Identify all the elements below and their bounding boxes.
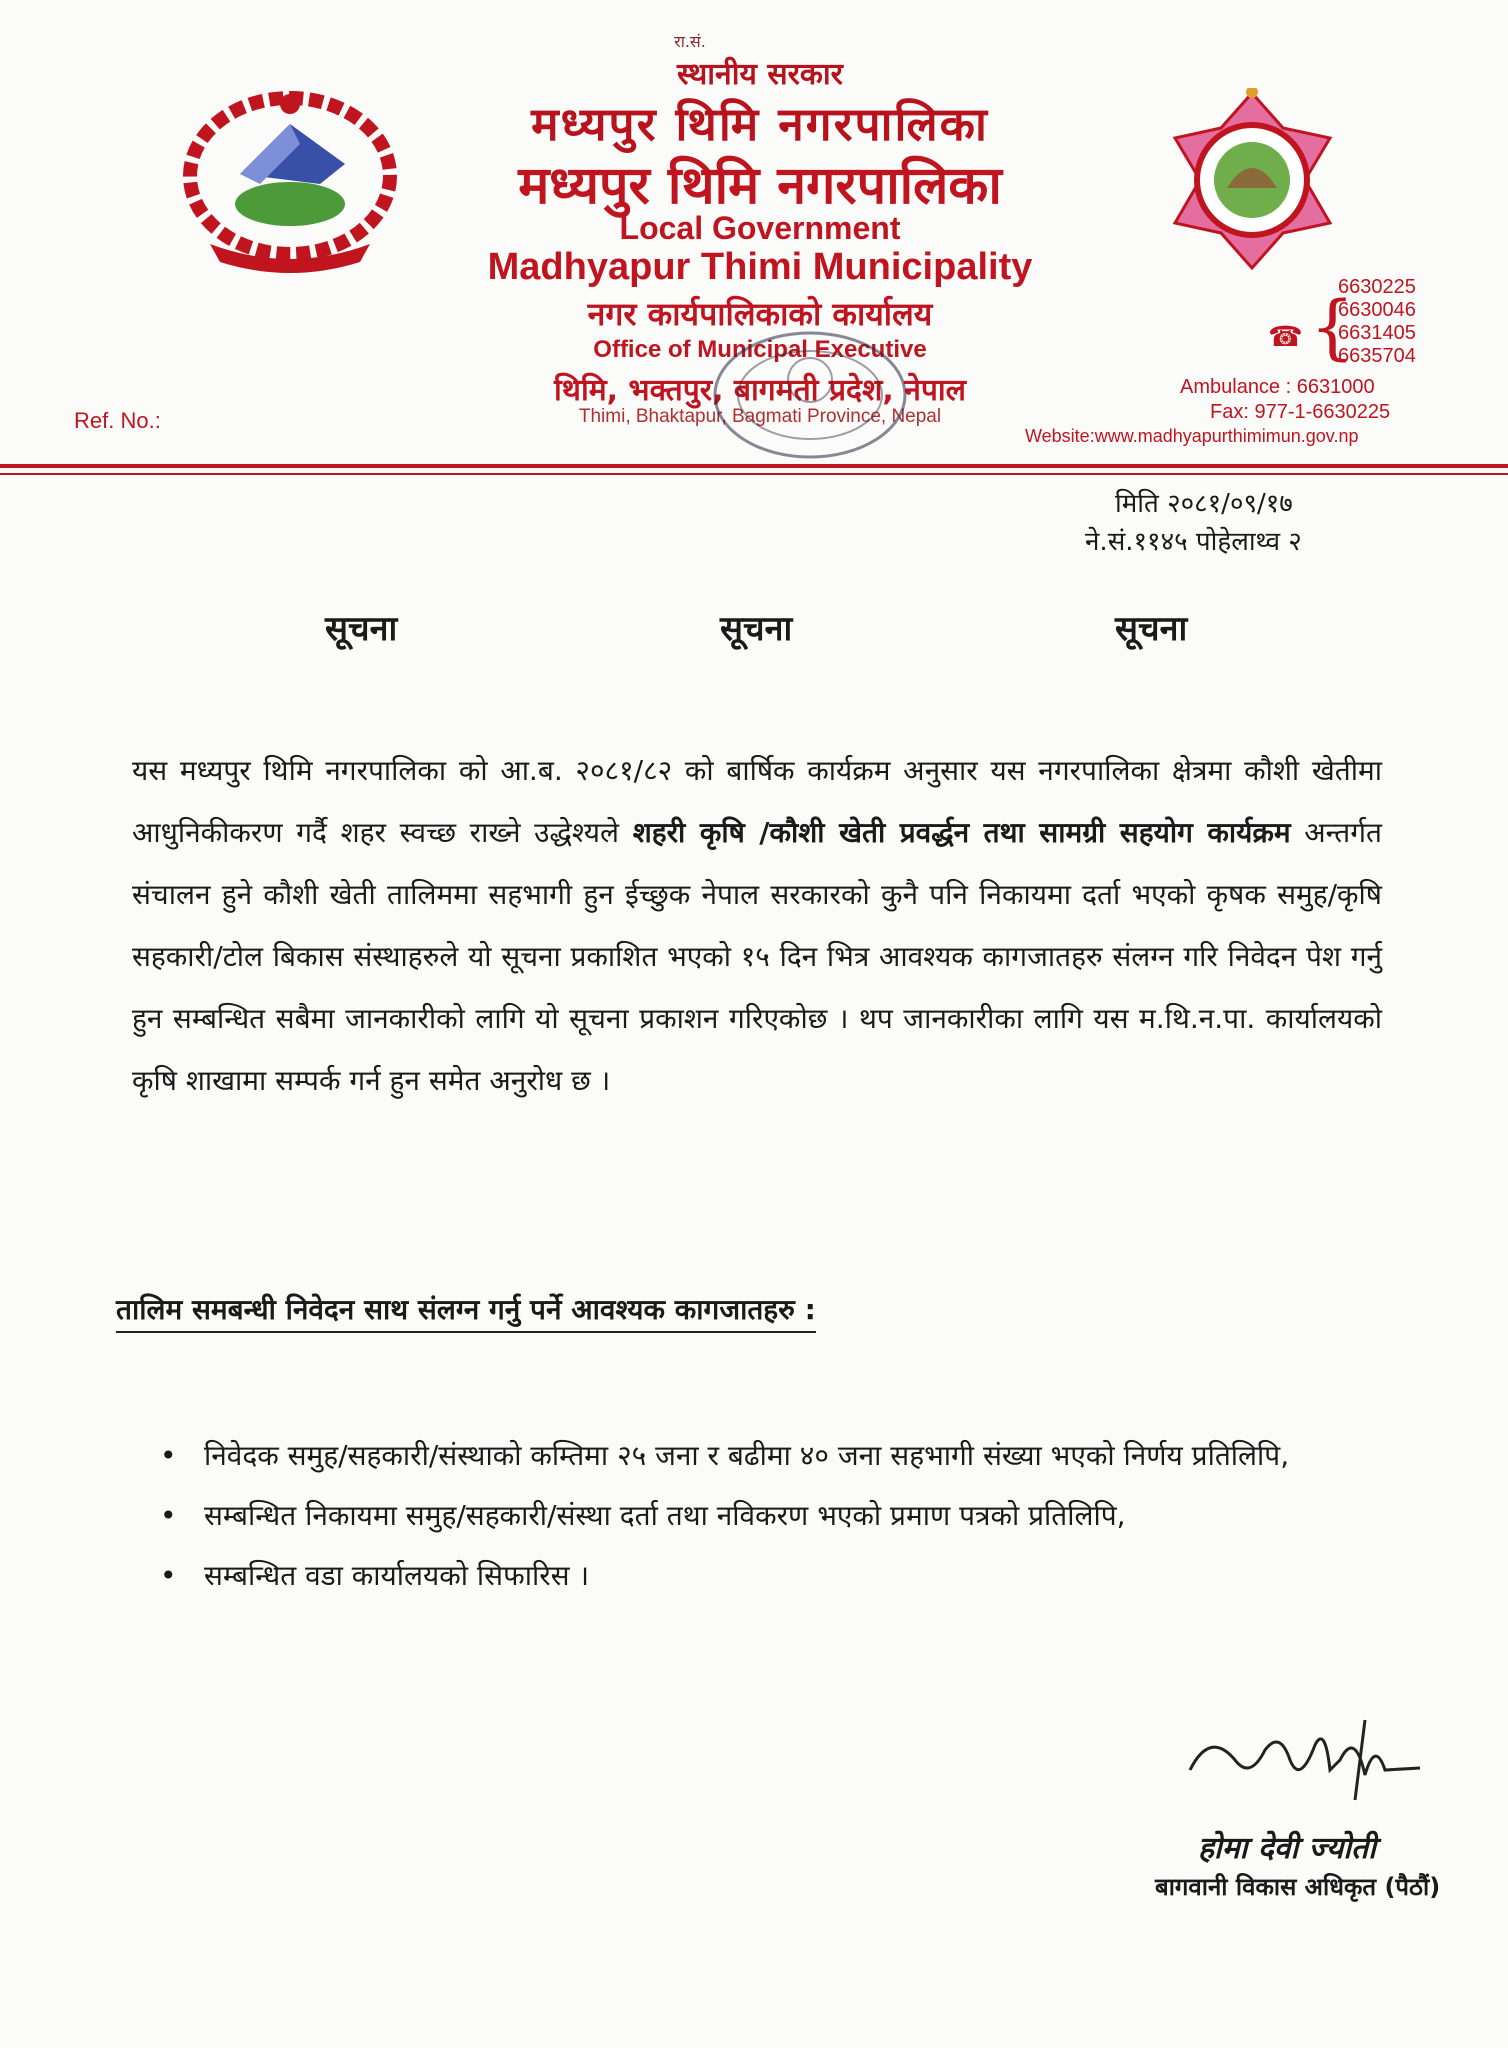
website-link[interactable]: Website:www.madhyapurthimimun.gov.np	[1025, 426, 1359, 446]
list-item	[160, 1490, 1420, 1542]
list-item-text: सम्बन्धित निकायमा समुह/सहकारी/संस्था दर्ता तथा नविकरण भएको प्रमाण पत्रको प्रतिलिपि,	[204, 1499, 1126, 1532]
letterhead-top-mark: रा.सं.	[674, 32, 706, 51]
municipality-name-nepali: मध्यपुर थिमि नगरपालिका	[518, 156, 1002, 216]
list-item-text: निवेदक समुह/सहकारी/संस्थाको कम्तिमा २५ जना र बढीमा ४० जना सहभागी संख्या भएको निर्णय प्रतिलिपि,	[204, 1439, 1290, 1472]
header-divider	[0, 464, 1508, 468]
required-documents-heading: तालिम समबन्धी निवेदन साथ संलग्न गर्नु पर्ने आवश्यक कागजातहरु :	[116, 1290, 816, 1333]
municipality-name-english: Madhyapur Thimi Municipality	[487, 246, 1033, 288]
local-government-nepali: स्थानीय सरकार	[677, 57, 843, 92]
municipality-name-newari: मध्यपुर थिमि नगरपालिका	[531, 97, 989, 151]
program-name: शहरी कृषि /कौशी खेती प्रवर्द्धन तथा सामग्री सहयोग कार्यक्रम	[632, 816, 1291, 849]
reference-number-label: Ref. No.:	[74, 408, 161, 433]
notice-title: सूचना	[1115, 609, 1188, 649]
address-english: Thimi, Bhaktapur, Bagmati Province, Nepal	[578, 406, 942, 427]
list-item	[160, 1550, 1420, 1602]
bullet: •	[160, 1439, 177, 1472]
notice-body-text: अन्तर्गत संचालन हुने कौशी खेती तालिममा सहभागी हुन ईच्छुक नेपाल सरकारको कुनै पनि निकायमा दर्ता भएको कृषक समुह/कृषि सहकारी/टोल बिकास संस्थाहरुले यो सूचना प्रकाशित भएको १५ दिन भित्र आवश्यक कागजातहरु संलग्न गरि निवेदन पेश गर्नु हुन सम्बन्धित सबैमा जानकारीको लागि यो सूचना प्रकाशन गरिएकोछ । थप जानकारीका लागि यस म.थि.न.पा. कार्यालयको कृषि शाखामा सम्पर्क गर्न हुन समेत अनुरोध छ ।	[132, 816, 1382, 1097]
bullet: •	[160, 1559, 177, 1592]
bullet: •	[160, 1499, 177, 1532]
phone-number: 6631405	[1338, 322, 1416, 344]
list-item	[160, 1430, 1420, 1482]
date-bs: मिति २०८१/०९/१७	[1115, 489, 1293, 519]
nepal-emblem-logo	[180, 84, 400, 274]
phone-numbers	[1338, 276, 1416, 368]
office-stamp	[690, 320, 930, 470]
phone-brace: {	[1310, 286, 1355, 368]
notice-body	[132, 740, 1382, 1112]
signatory-title: बागवानी विकास अधिकृत (पैठौं)	[1155, 1873, 1441, 1901]
header-divider-thin	[0, 473, 1508, 475]
date-nepal-sambat: ने.सं.११४५ पोहेलाथ्व २	[1085, 527, 1302, 557]
phone-number: 6630046	[1338, 299, 1416, 321]
notice-body-text: यस मध्यपुर थिमि नगरपालिका को आ.ब. २०८१/८२ को बार्षिक कार्यक्रम अनुसार यस नगरपालिका क्षेत्रमा कौशी खेतीमा आधुनिकीकरण गर्दै शहर स्वच्छ राख्ने उद्धेश्यले	[132, 754, 1382, 849]
notice-title: सूचना	[720, 609, 793, 649]
fax-number: Fax: 977-1-6630225	[1210, 401, 1391, 423]
address-nepali: थिमि, भक्तपुर, बागमती प्रदेश, नेपाल	[554, 373, 966, 408]
municipality-logo	[1165, 88, 1340, 273]
telephone-icon: ☎	[1268, 320, 1303, 353]
notice-title: सूचना	[325, 609, 398, 649]
required-documents-list	[160, 1430, 1420, 1610]
phone-number: 6635704	[1338, 345, 1416, 367]
office-name-nepali: नगर कार्यपालिकाको कार्यालय	[587, 295, 933, 333]
handwritten-signature	[1180, 1700, 1430, 1820]
office-name-english: Office of Municipal Executive	[593, 336, 927, 363]
list-item-text: सम्बन्धित वडा कार्यालयको सिफारिस ।	[204, 1559, 590, 1592]
ambulance-number: Ambulance : 6631000	[1180, 376, 1375, 398]
phone-number: 6630225	[1338, 276, 1416, 298]
signatory-name: होमा देवी ज्योती	[1198, 1831, 1376, 1866]
local-government-english: Local Government	[619, 210, 901, 246]
